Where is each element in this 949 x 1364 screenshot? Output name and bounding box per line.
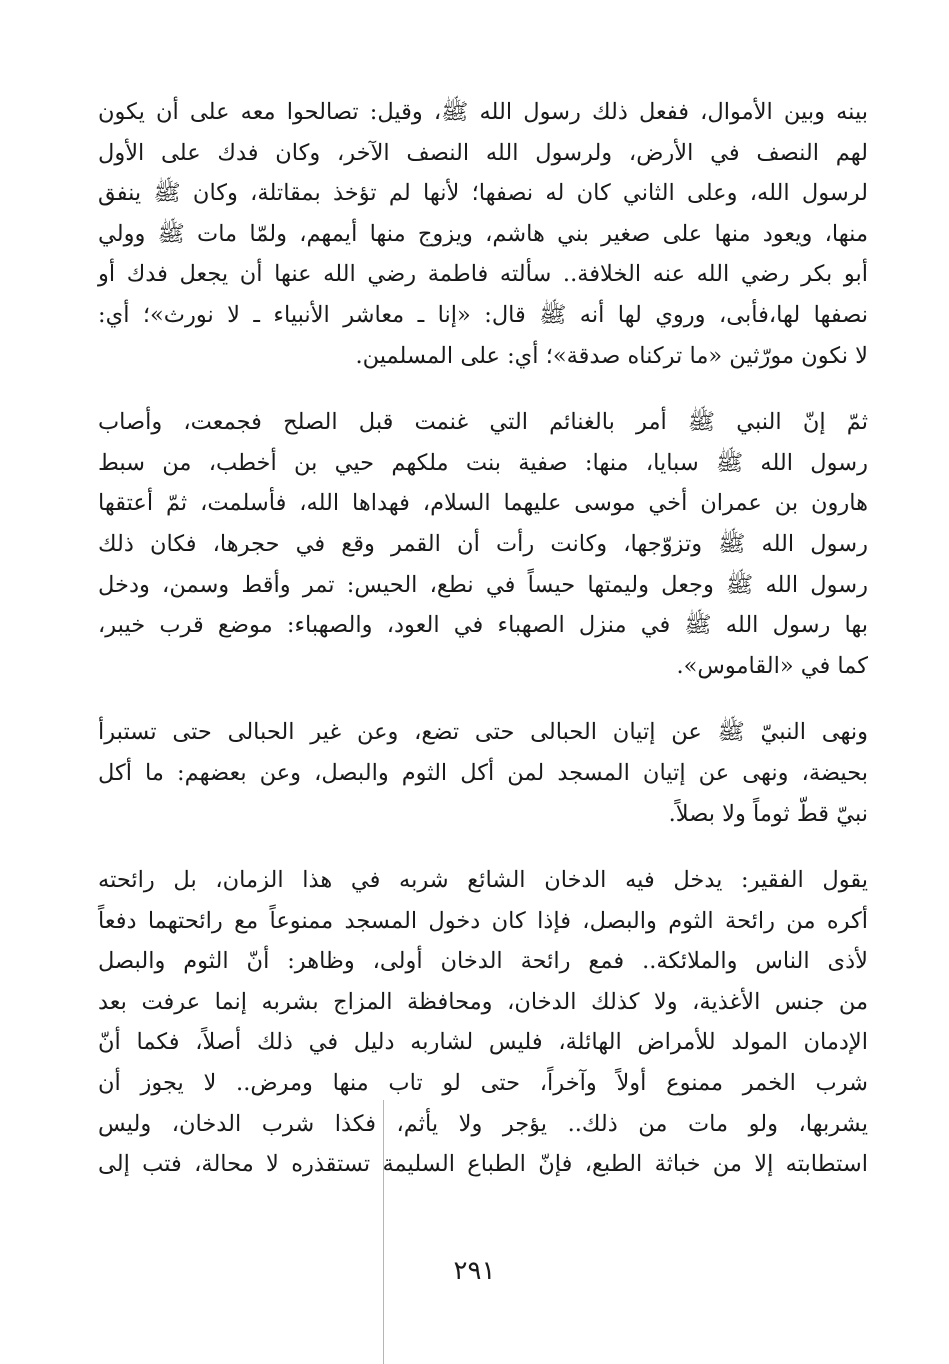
text-line: ونهى النبيّ ﷺ عن إتيان الحبالى حتى تضع، وعن غير الحبالى حتى تستبرأ [98,719,868,746]
paragraph-1 [98,92,868,376]
text-line: هارون بن عمران أخي موسى عليهما السلام، فهداها الله، فأسلمت، ثمّ أعتقها [98,490,868,517]
text-line: لهم النصف في الأرض، ولرسول الله النصف الآخر، وكان فدك على الأول [98,139,868,166]
text-line: من جنس الأغذية، ولا كذلك الدخان، ومحافظة المزاج بشربه إنما عرفت بعد [98,988,868,1015]
paragraph-4 [98,860,868,1185]
body-text [98,92,868,1211]
paragraph-3 [98,712,868,834]
text-line: استطابته إلا من خباثة الطبع، فإنّ الطباع السليمة تستقذره لا محالة، فتب إلى [98,1151,868,1178]
text-line: لأذى الناس والملائكة.. فمع رائحة الدخان أولى، وظاهر: أنّ الثوم والبصل [98,948,868,975]
text-line: يقول الفقير: يدخل فيه الدخان الشائع شربه في هذا الزمان، بل رائحته [98,867,868,894]
paragraph-2 [98,402,868,686]
text-line: نبيّ قطّ ثوماً ولا بصلاً. [668,800,868,827]
page-number: ٢٩١ [453,1256,496,1286]
text-line: نصفها لها،فأبى، وروي لها أنه ﷺ قال: «إنا ـ معاشر الأنبياء ـ لا نورث»؛ أي: [98,301,868,328]
text-line: لرسول الله، وعلى الثاني كان له نصفها؛ لأنها لم تؤخذ بمقاتلة، وكان ﷺ ينفق [98,180,868,207]
text-line: يشربها، ولو مات من ذلك.. يؤجر ولا يأثم، فكذا شرب الدخان، وليس [98,1110,868,1137]
text-line: بحيضة، ونهى عن إتيان المسجد لمن أكل الثوم والبصل، وعن بعضهم: ما أكل [98,759,868,786]
text-line: أبو بكر رضي الله عنه الخلافة.. سألته فاطمة رضي الله عنها أن يجعل فدك أو [98,261,868,288]
text-line: منها، ويعود منها على صغير بني هاشم، ويزوج منها أيمهم، ولمّا مات ﷺ وولي [98,220,868,247]
text-line: ثمّ إنّ النبي ﷺ أمر بالغنائم التي غنمت قبل الصلح فجمعت، وأصاب [98,409,868,436]
text-line: الإدمان المولد للأمراض الهائلة، فليس لشاربه دليل في ذلك أصلاً، فكما أنّ [98,1029,868,1056]
text-line: لا نكون مورّثين «ما تركناه صدقة»؛ أي: على المسلمين. [355,342,868,369]
text-line: رسول الله ﷺ وتزوّجها، وكانت رأت أن القمر وقع في حجرها، فكان ذلك [98,530,868,557]
text-line: بينه وبين الأموال، ففعل ذلك رسول الله ﷺ، وقيل: تصالحوا معه على أن يكون [98,99,868,125]
text-line: رسول الله ﷺ وجعل وليمتها حيساً في نطع، الحيس: تمر وأقط وسمن، ودخل [98,571,868,598]
text-line: شرب الخمر ممنوع أولاً وآخراً، حتى لو تاب منها ومرض.. لا يجوز أن [98,1070,868,1097]
text-line: كما في «القاموس». [676,652,868,679]
text-line: أكره من رائحة الثوم والبصل، فإذا كان دخول المسجد ممنوعاً مع رائحتهما دفعاً [98,907,868,934]
text-line: رسول الله ﷺ سبايا، منها: صفية بنت ملكهم حيي بن أخطب، من سبط [98,449,868,476]
text-line: بها رسول الله ﷺ في منزل الصهباء في العود، والصهباء: موضع قرب خيبر، [98,612,868,639]
